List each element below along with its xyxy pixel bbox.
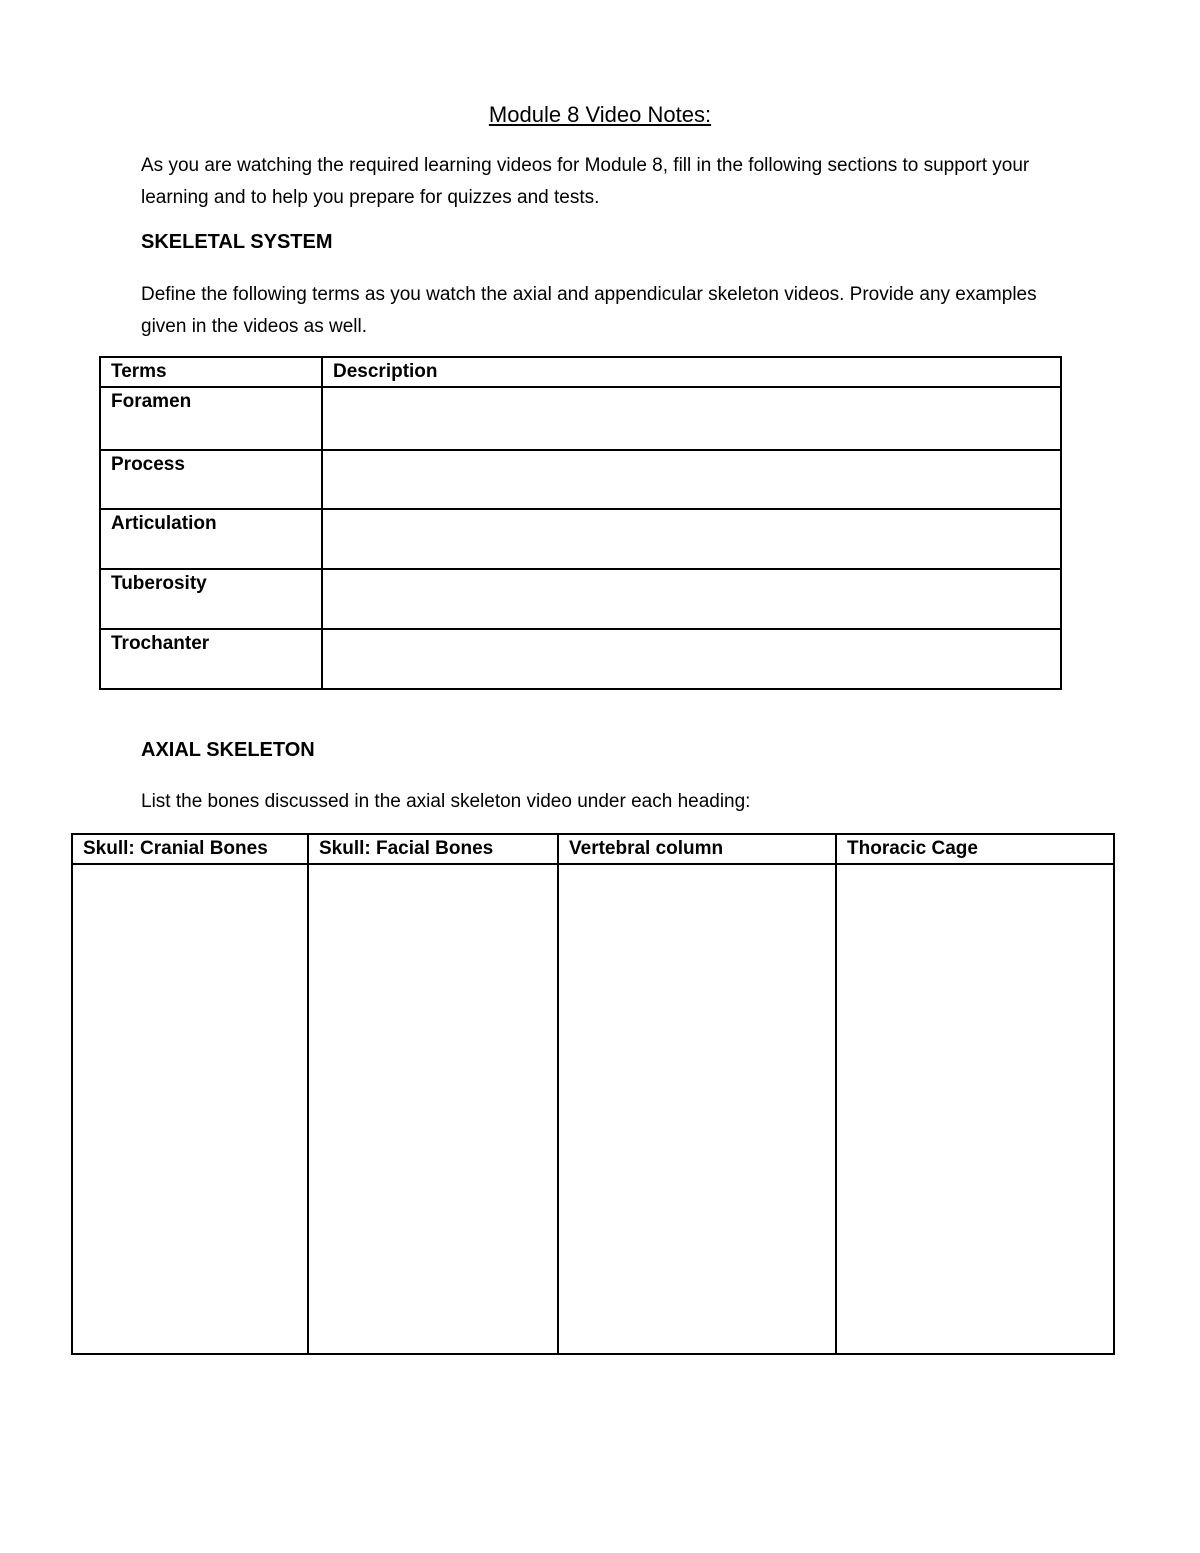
description-cell[interactable] xyxy=(322,450,1061,509)
table-row xyxy=(100,509,1061,569)
axial-skeleton-heading: AXIAL SKELETON xyxy=(141,739,315,761)
table-row xyxy=(100,569,1061,629)
axial-table-header-row xyxy=(72,834,1114,864)
term-cell: Trochanter xyxy=(100,629,322,689)
table-row xyxy=(72,864,1114,1354)
description-column-header: Description xyxy=(322,357,1061,387)
vertebral-column-cell[interactable] xyxy=(558,864,836,1354)
facial-bones-column-header: Skull: Facial Bones xyxy=(308,834,558,864)
axial-instruction: List the bones discussed in the axial skeleton video under each heading: xyxy=(141,791,751,812)
term-cell: Tuberosity xyxy=(100,569,322,629)
thoracic-cage-cell[interactable] xyxy=(836,864,1114,1354)
term-cell: Foramen xyxy=(100,387,322,450)
cranial-bones-cell[interactable] xyxy=(72,864,308,1354)
intro-paragraph: As you are watching the required learning videos for Module 8, fill in the following sections to support your learning and to help you prepare for quizzes and tests. xyxy=(141,155,1030,208)
terms-table xyxy=(99,356,1062,690)
terms-table-header-row xyxy=(100,357,1061,387)
description-cell[interactable] xyxy=(322,569,1061,629)
vertebral-column-column-header: Vertebral column xyxy=(558,834,836,864)
term-cell: Process xyxy=(100,450,322,509)
cranial-bones-column-header: Skull: Cranial Bones xyxy=(72,834,308,864)
terms-instruction: Define the following terms as you watch the axial and appendicular skeleton videos. Provide any examples given in the videos as well. xyxy=(141,284,1037,337)
description-cell[interactable] xyxy=(322,509,1061,569)
description-cell[interactable] xyxy=(322,387,1061,450)
axial-bones-table xyxy=(71,833,1115,1355)
term-cell: Articulation xyxy=(100,509,322,569)
table-row xyxy=(100,387,1061,450)
table-row xyxy=(100,450,1061,509)
facial-bones-cell[interactable] xyxy=(308,864,558,1354)
thoracic-cage-column-header: Thoracic Cage xyxy=(836,834,1114,864)
page-title: Module 8 Video Notes: xyxy=(488,102,712,127)
description-cell[interactable] xyxy=(322,629,1061,689)
table-row xyxy=(100,629,1061,689)
skeletal-system-heading: SKELETAL SYSTEM xyxy=(141,231,333,253)
terms-column-header: Terms xyxy=(100,357,322,387)
